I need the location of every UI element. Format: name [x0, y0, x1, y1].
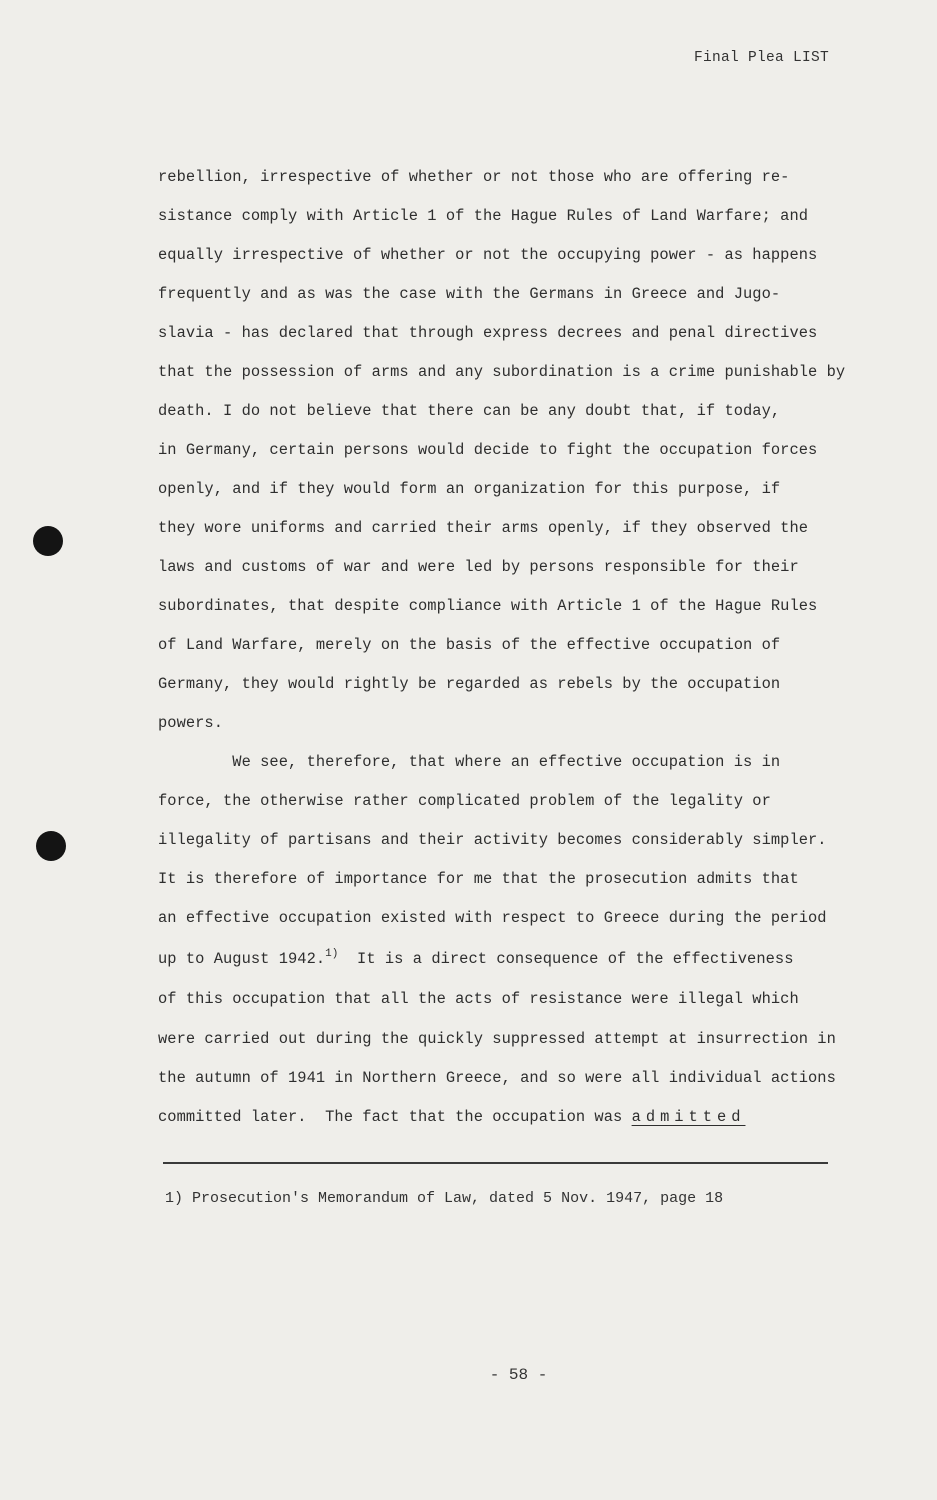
- body-line: of Land Warfare, merely on the basis of the effective occupation of: [158, 636, 781, 654]
- body-line: an effective occupation existed with respect to Greece during the period: [158, 909, 827, 927]
- body-line: equally irrespective of whether or not the occupying power - as happens: [158, 246, 818, 264]
- body-line: the autumn of 1941 in Northern Greece, and so were all individual actions: [158, 1069, 836, 1087]
- body-line-segment: up to August 1942.: [158, 950, 326, 968]
- body-line: We see, therefore, that where an effective occupation is in: [158, 753, 781, 771]
- body-line: of this occupation that all the acts of resistance were illegal which: [158, 990, 799, 1008]
- emphasized-word: admitted: [631, 1108, 746, 1126]
- page-number: - 58 -: [489, 1366, 548, 1384]
- body-line: rebellion, irrespective of whether or not those who are offering re-: [158, 168, 790, 186]
- body-line: laws and customs of war and were led by persons responsible for their: [158, 558, 799, 576]
- body-line: were carried out during the quickly suppressed attempt at insurrection in: [158, 1030, 836, 1048]
- body-line: sistance comply with Article 1 of the Hague Rules of Land Warfare; and: [158, 207, 809, 225]
- body-line-segment: committed later. The fact that the occupation was: [158, 1108, 632, 1126]
- body-line: they wore uniforms and carried their arms openly, if they observed the: [158, 519, 809, 537]
- punch-hole-upper: [33, 526, 63, 556]
- body-line: force, the otherwise rather complicated problem of the legality or: [158, 792, 771, 810]
- body-line: openly, and if they would form an organization for this purpose, if: [158, 480, 781, 498]
- body-line: It is therefore of importance for me that the prosecution admits that: [158, 870, 799, 888]
- body-line: frequently and as was the case with the Germans in Greece and Jugo-: [158, 285, 781, 303]
- body-line: slavia - has declared that through express decrees and penal directives: [158, 324, 818, 342]
- body-line: that the possession of arms and any subordination is a crime punishable by: [158, 363, 846, 381]
- body-line: death. I do not believe that there can be any doubt that, if today,: [158, 402, 781, 420]
- body-line: illegality of partisans and their activity becomes considerably simpler.: [158, 831, 827, 849]
- body-line-with-footnote-ref: [158, 950, 793, 968]
- body-line-segment: It is a direct consequence of the effectiveness: [338, 950, 794, 968]
- body-line: subordinates, that despite compliance with Article 1 of the Hague Rules: [158, 597, 818, 615]
- body-line: powers.: [158, 714, 224, 732]
- footnote-reference: 1): [325, 948, 339, 960]
- footnote-divider: [163, 1162, 828, 1164]
- body-line-with-emphasis: [158, 1108, 745, 1126]
- body-line: Germany, they would rightly be regarded as rebels by the occupation: [158, 675, 781, 693]
- punch-hole-lower: [36, 831, 66, 861]
- header-label: Final Plea LIST: [693, 50, 829, 66]
- footnote: 1) Prosecution's Memorandum of Law, dated 5 Nov. 1947, page 18: [165, 1190, 724, 1207]
- body-line: in Germany, certain persons would decide to fight the occupation forces: [158, 441, 818, 459]
